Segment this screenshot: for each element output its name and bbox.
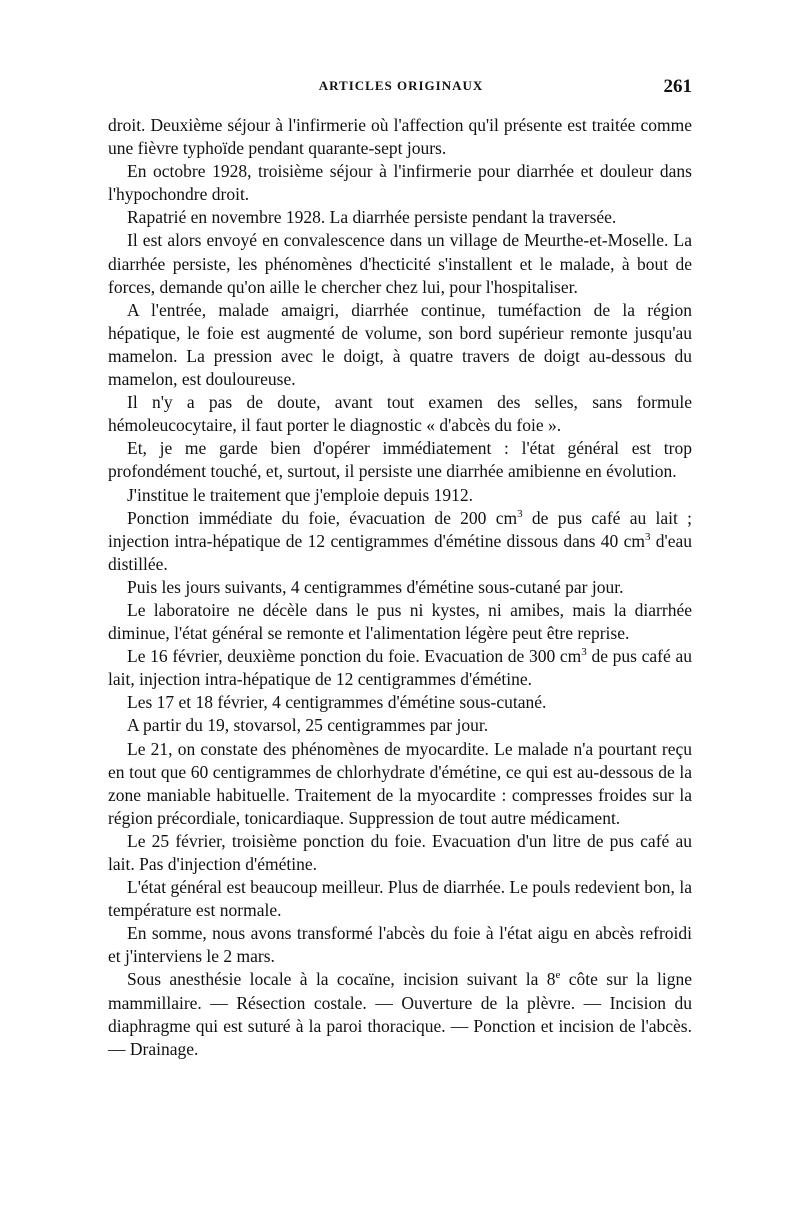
paragraph-text: Ponction immédiate du foie, évacuation de 200 cm	[127, 507, 518, 528]
superscript: e	[555, 969, 561, 982]
paragraph: Et, je me garde bien d'opérer immédiatement : l'état général est trop profondément touché, et, surtout, il persiste une diarrhée amibienne en évolution.	[108, 438, 692, 482]
paragraph: En somme, nous avons transformé l'abcès du foie à l'état aigu en abcès refroidi et j'interviens le 2 mars.	[108, 923, 692, 967]
superscript: 3	[644, 530, 651, 543]
paragraph: L'état général est beaucoup meilleur. Plus de diarrhée. Le pouls redevient bon, la température est normale.	[108, 877, 692, 921]
page-header	[110, 76, 692, 102]
paragraph-text: de pus café au lait, injection intra-hépatique de 12 centigrammes d'émétine.	[108, 646, 692, 690]
paragraph	[108, 968, 692, 1060]
paragraph: A l'entrée, malade amaigri, diarrhée continue, tuméfaction de la région hépatique, le foie est augmenté de volume, son bord supérieur remonte jusqu'au mamelon. La pression avec le doigt, à quatre travers de doigt au-dessous du mamelon, est douloureuse.	[108, 299, 692, 390]
paragraph	[108, 645, 692, 691]
paragraph: Il n'y a pas de doute, avant tout examen des selles, sans formule hémoleucocytaire, il faut porter le diagnostic « d'abcès du foie ».	[108, 392, 692, 436]
paragraph-text: Sous anesthésie locale à la cocaïne, incision suivant la 8	[127, 969, 556, 990]
superscript: 3	[517, 507, 523, 520]
paragraph-text: de pus café au lait ; injection intra-hépatique de 12 centigrammes d'émétine dissous dans 40 cm	[108, 507, 693, 551]
paragraph: Rapatrié en novembre 1928. La diarrhée persiste pendant la traversée.	[127, 207, 617, 228]
paragraph: Le laboratoire ne décèle dans le pus ni kystes, ni amibes, mais la diarrhée diminue, l'état général se remonte et l'alimentation légère peut être reprise.	[108, 599, 692, 644]
article-body	[108, 114, 692, 1061]
paragraph: droit. Deuxième séjour à l'infirmerie où l'affection qu'il présente est traitée comme une fièvre typhoïde pendant quarante-sept jours.	[108, 115, 692, 159]
paragraph: Puis les jours suivants, 4 centigrammes d'émétine sous-cutané par jour.	[127, 576, 624, 597]
paragraph	[108, 507, 692, 576]
running-head: ARTICLES ORIGINAUX	[318, 78, 484, 93]
paragraph: Les 17 et 18 février, 4 centigrammes d'émétine sous-cutané.	[127, 692, 547, 713]
paragraph: A partir du 19, stovarsol, 25 centigrammes par jour.	[127, 715, 489, 736]
paragraph: Il est alors envoyé en convalescence dans un village de Meurthe-et-Moselle. La diarrhée persiste, les phénomènes d'hecticité s'installent et le malade, à bout de forces, demande qu'on aille le chercher chez lui, pour l'hospitaliser.	[108, 230, 692, 297]
paragraph-text: côte sur la ligne mammillaire. — Résection costale. — Ouverture de la plèvre. — Incision du diaphragme qui est suturé à la paroi thoracique. — Ponction et incision de l'abcès. — Drainage.	[108, 969, 692, 1059]
paragraph-text: Le 16 février, deuxième ponction du foie. Evacuation de 300 cm	[127, 646, 582, 667]
paragraph: J'institue le traitement que j'emploie depuis 1912.	[127, 484, 474, 505]
superscript: 3	[581, 646, 587, 659]
paragraph: En octobre 1928, troisième séjour à l'infirmerie pour diarrhée et douleur dans l'hypochondre droit.	[108, 161, 692, 205]
paragraph: Le 25 février, troisième ponction du foie. Evacuation d'un litre de pus café au lait. Pas d'injection d'émétine.	[108, 830, 692, 874]
paragraph-text: d'eau distillée.	[108, 530, 692, 574]
page-number: 261	[663, 76, 692, 97]
paragraph: Le 21, on constate des phénomènes de myocardite. Le malade n'a pourtant reçu en tout que 60 centigrammes de chlorhydrate d'émétine, ce qui est au-dessous de la zone maniable habituelle. Traitement de la myocardite : compresses froides sur la région précordiale, tonicardiaque. Suppression de tout autre médicament.	[108, 738, 692, 828]
